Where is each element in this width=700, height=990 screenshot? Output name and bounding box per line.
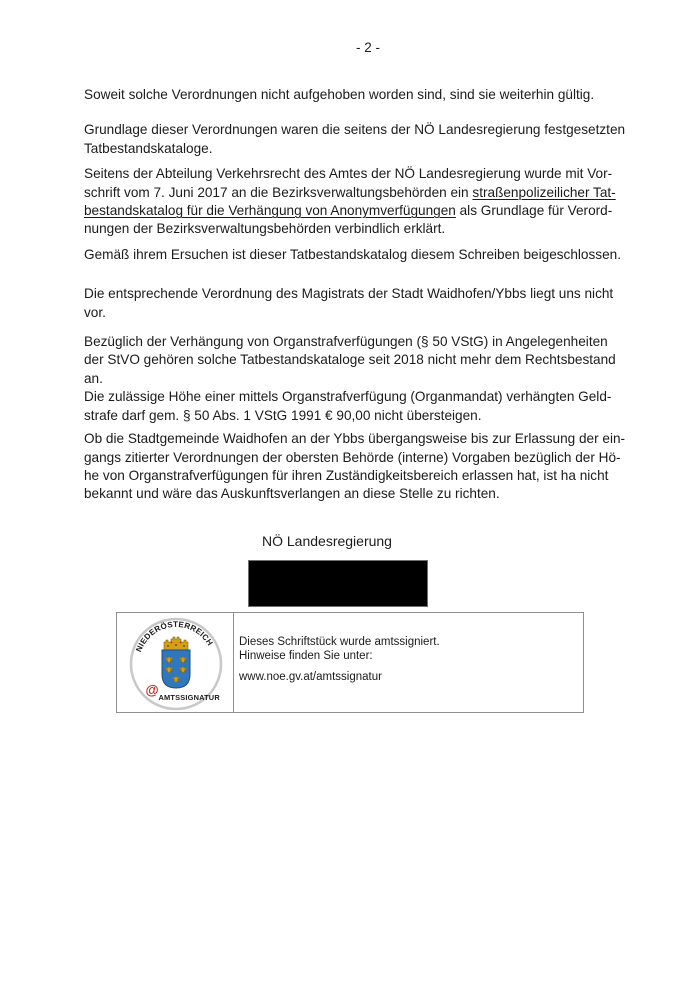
crown-gate xyxy=(167,645,169,647)
text-segment: vor. xyxy=(84,304,106,320)
text-segment: Soweit solche Verordnungen nicht aufgehoben worden sind, sind sie weiterhin gültig. xyxy=(84,87,595,102)
text-segment: he von Organstrafverfügungen für ihren Zuständigkeitsbereich erlassen hat, ist ha nicht xyxy=(84,467,609,483)
at-symbol-icon: @ xyxy=(145,682,159,698)
stamp-line-2: Hinweise finden Sie unter: xyxy=(239,649,373,662)
seal-bottom-text: AMTSSIGNATUR xyxy=(158,693,220,702)
text-segment: an. xyxy=(84,370,103,386)
text-segment: Ob die Stadtgemeinde Waidhofen an der Ybbs übergangsweise bis zur Erlassung der ein- xyxy=(84,431,626,447)
text-segment: strafe darf gem. § 50 Abs. 1 VStG 1991 € 90,00 nicht übersteigen. xyxy=(84,407,482,423)
paragraph xyxy=(84,165,630,239)
paragraph xyxy=(84,86,630,104)
crown-gate xyxy=(183,645,185,647)
body-text xyxy=(84,86,630,504)
text-segment: der StVO gehören solche Tatbestandskataloge seit 2018 nicht mehr dem Rechtsbestand xyxy=(84,352,616,368)
crown-gem xyxy=(171,642,173,644)
text-segment: bekannt und wäre das Auskunftsverlangen an diese Stelle zu richten. xyxy=(84,486,500,502)
text-segment: als Grundlage für Verord- xyxy=(455,203,613,219)
underlined-text: straßenpolizeilicher Tat- xyxy=(472,184,616,200)
signature-org: NÖ Landesregierung xyxy=(262,533,392,549)
paragraph xyxy=(84,246,630,264)
text-segment: Die entsprechende Verordnung des Magistrats der Stadt Waidhofen/Ybbs liegt uns nicht xyxy=(84,286,614,302)
paragraph xyxy=(84,430,630,504)
stamp-url: www.noe.gv.at/amtssignatur xyxy=(239,671,382,683)
crown-gate xyxy=(175,644,177,646)
amtssignatur-seal-icon xyxy=(128,616,224,712)
underlined-text: bestandskatalog für die Verhängung von Anonymverfügungen xyxy=(84,203,456,219)
text-segment: Seitens der Abteilung Verkehrsrecht des Amtes der NÖ Landesregierung wurde mit Vor- xyxy=(84,166,613,182)
stamp-line-1: Dieses Schriftstück wurde amtssigniert. xyxy=(239,636,440,648)
text-segment: nungen der Bezirksverwaltungsbehörden verbindlich erklärt. xyxy=(84,221,446,237)
seal-top-text: NIEDERÖSTERREICH xyxy=(134,619,215,654)
amtssignatur-box xyxy=(116,612,584,713)
text-segment: gangs zitierter Verordnungen der obersten Behörde (interne) Vorgaben bezüglich der Hö- xyxy=(84,449,621,465)
page-number: - 2 - xyxy=(355,40,380,55)
text-segment: Grundlage dieser Verordnungen waren die seitens der NÖ Landesregierung festgesetzten xyxy=(84,122,626,138)
paragraph xyxy=(84,285,630,322)
redacted-signature-block xyxy=(248,560,428,607)
seal-cell xyxy=(117,613,234,712)
paragraph xyxy=(84,333,630,425)
stamp-text xyxy=(234,613,440,712)
crown-gem xyxy=(180,642,182,644)
text-segment: schrift vom 7. Juni 2017 an die Bezirksverwaltungsbehörden ein xyxy=(84,184,473,200)
text-segment: Tatbestandskataloge. xyxy=(84,140,213,156)
paragraph xyxy=(84,121,630,158)
text-segment: Gemäß ihrem Ersuchen ist dieser Tatbestandskatalog diesem Schreiben beigeschlossen. xyxy=(84,246,621,262)
text-segment: Die zulässige Höhe einer mittels Organstrafverfügung (Organmandat) verhängten Geld- xyxy=(84,389,612,405)
text-segment: Bezüglich der Verhängung von Organstrafverfügungen (§ 50 VStG) in Angelegenheiten xyxy=(84,334,608,350)
